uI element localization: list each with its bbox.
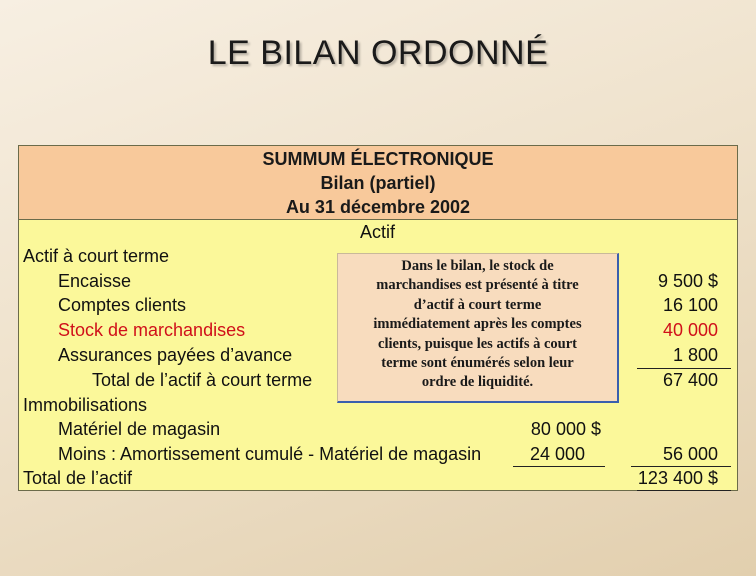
explanatory-callout <box>337 253 619 403</box>
statement-header <box>19 146 737 220</box>
callout-line: terme sont énumérés selon leur <box>381 355 574 372</box>
store-equipment-label: Matériel de magasin <box>58 419 221 439</box>
depreciation-label: Moins : Amortissement cumulé - Matériel de magasin <box>58 444 482 464</box>
net-equipment-value: 56 000 <box>662 444 718 464</box>
section-heading: Actif <box>360 222 396 242</box>
callout-line: Dans le bilan, le stock de <box>401 258 554 274</box>
cash-value: 9 500 $ <box>657 271 718 291</box>
company-name: SUMMUM ÉLECTRONIQUE <box>262 149 494 169</box>
total-assets-value: 123 400 $ <box>637 468 718 488</box>
depreciation-underline <box>513 466 605 467</box>
slide-title: LE BILAN ORDONNÉ <box>207 34 549 72</box>
fixed-assets-heading: Immobilisations <box>23 395 148 415</box>
total-assets-label: Total de l’actif <box>23 468 133 488</box>
receivables-value: 16 100 <box>662 295 718 315</box>
callout-line: ordre de liquidité. <box>421 374 534 391</box>
report-date: Au 31 décembre 2002 <box>285 197 471 217</box>
report-name: Bilan (partiel) <box>320 173 436 193</box>
total-current-value: 67 400 <box>662 370 718 390</box>
cash-label: Encaisse <box>58 271 132 291</box>
store-equipment-value: 80 000 $ <box>530 419 601 439</box>
total-underline <box>637 490 731 491</box>
subtotal-underline <box>637 368 731 369</box>
callout-line: clients, puisque les actifs à court <box>378 335 577 352</box>
total-current-label: Total de l’actif à court terme <box>92 370 313 390</box>
inventory-label: Stock de marchandises <box>58 320 246 340</box>
inventory-value: 40 000 <box>662 320 718 340</box>
net-equipment-underline <box>631 466 731 467</box>
prepaid-label: Assurances payées d’avance <box>58 345 293 365</box>
receivables-label: Comptes clients <box>58 295 187 315</box>
callout-line: marchandises est présenté à titre <box>376 277 579 294</box>
callout-line: d’actif à court terme <box>413 296 542 313</box>
callout-line: immédiatement après les comptes <box>373 316 582 333</box>
depreciation-value: 24 000 <box>529 444 585 464</box>
prepaid-value: 1 800 <box>672 345 718 365</box>
current-assets-heading: Actif à court terme <box>23 246 170 266</box>
